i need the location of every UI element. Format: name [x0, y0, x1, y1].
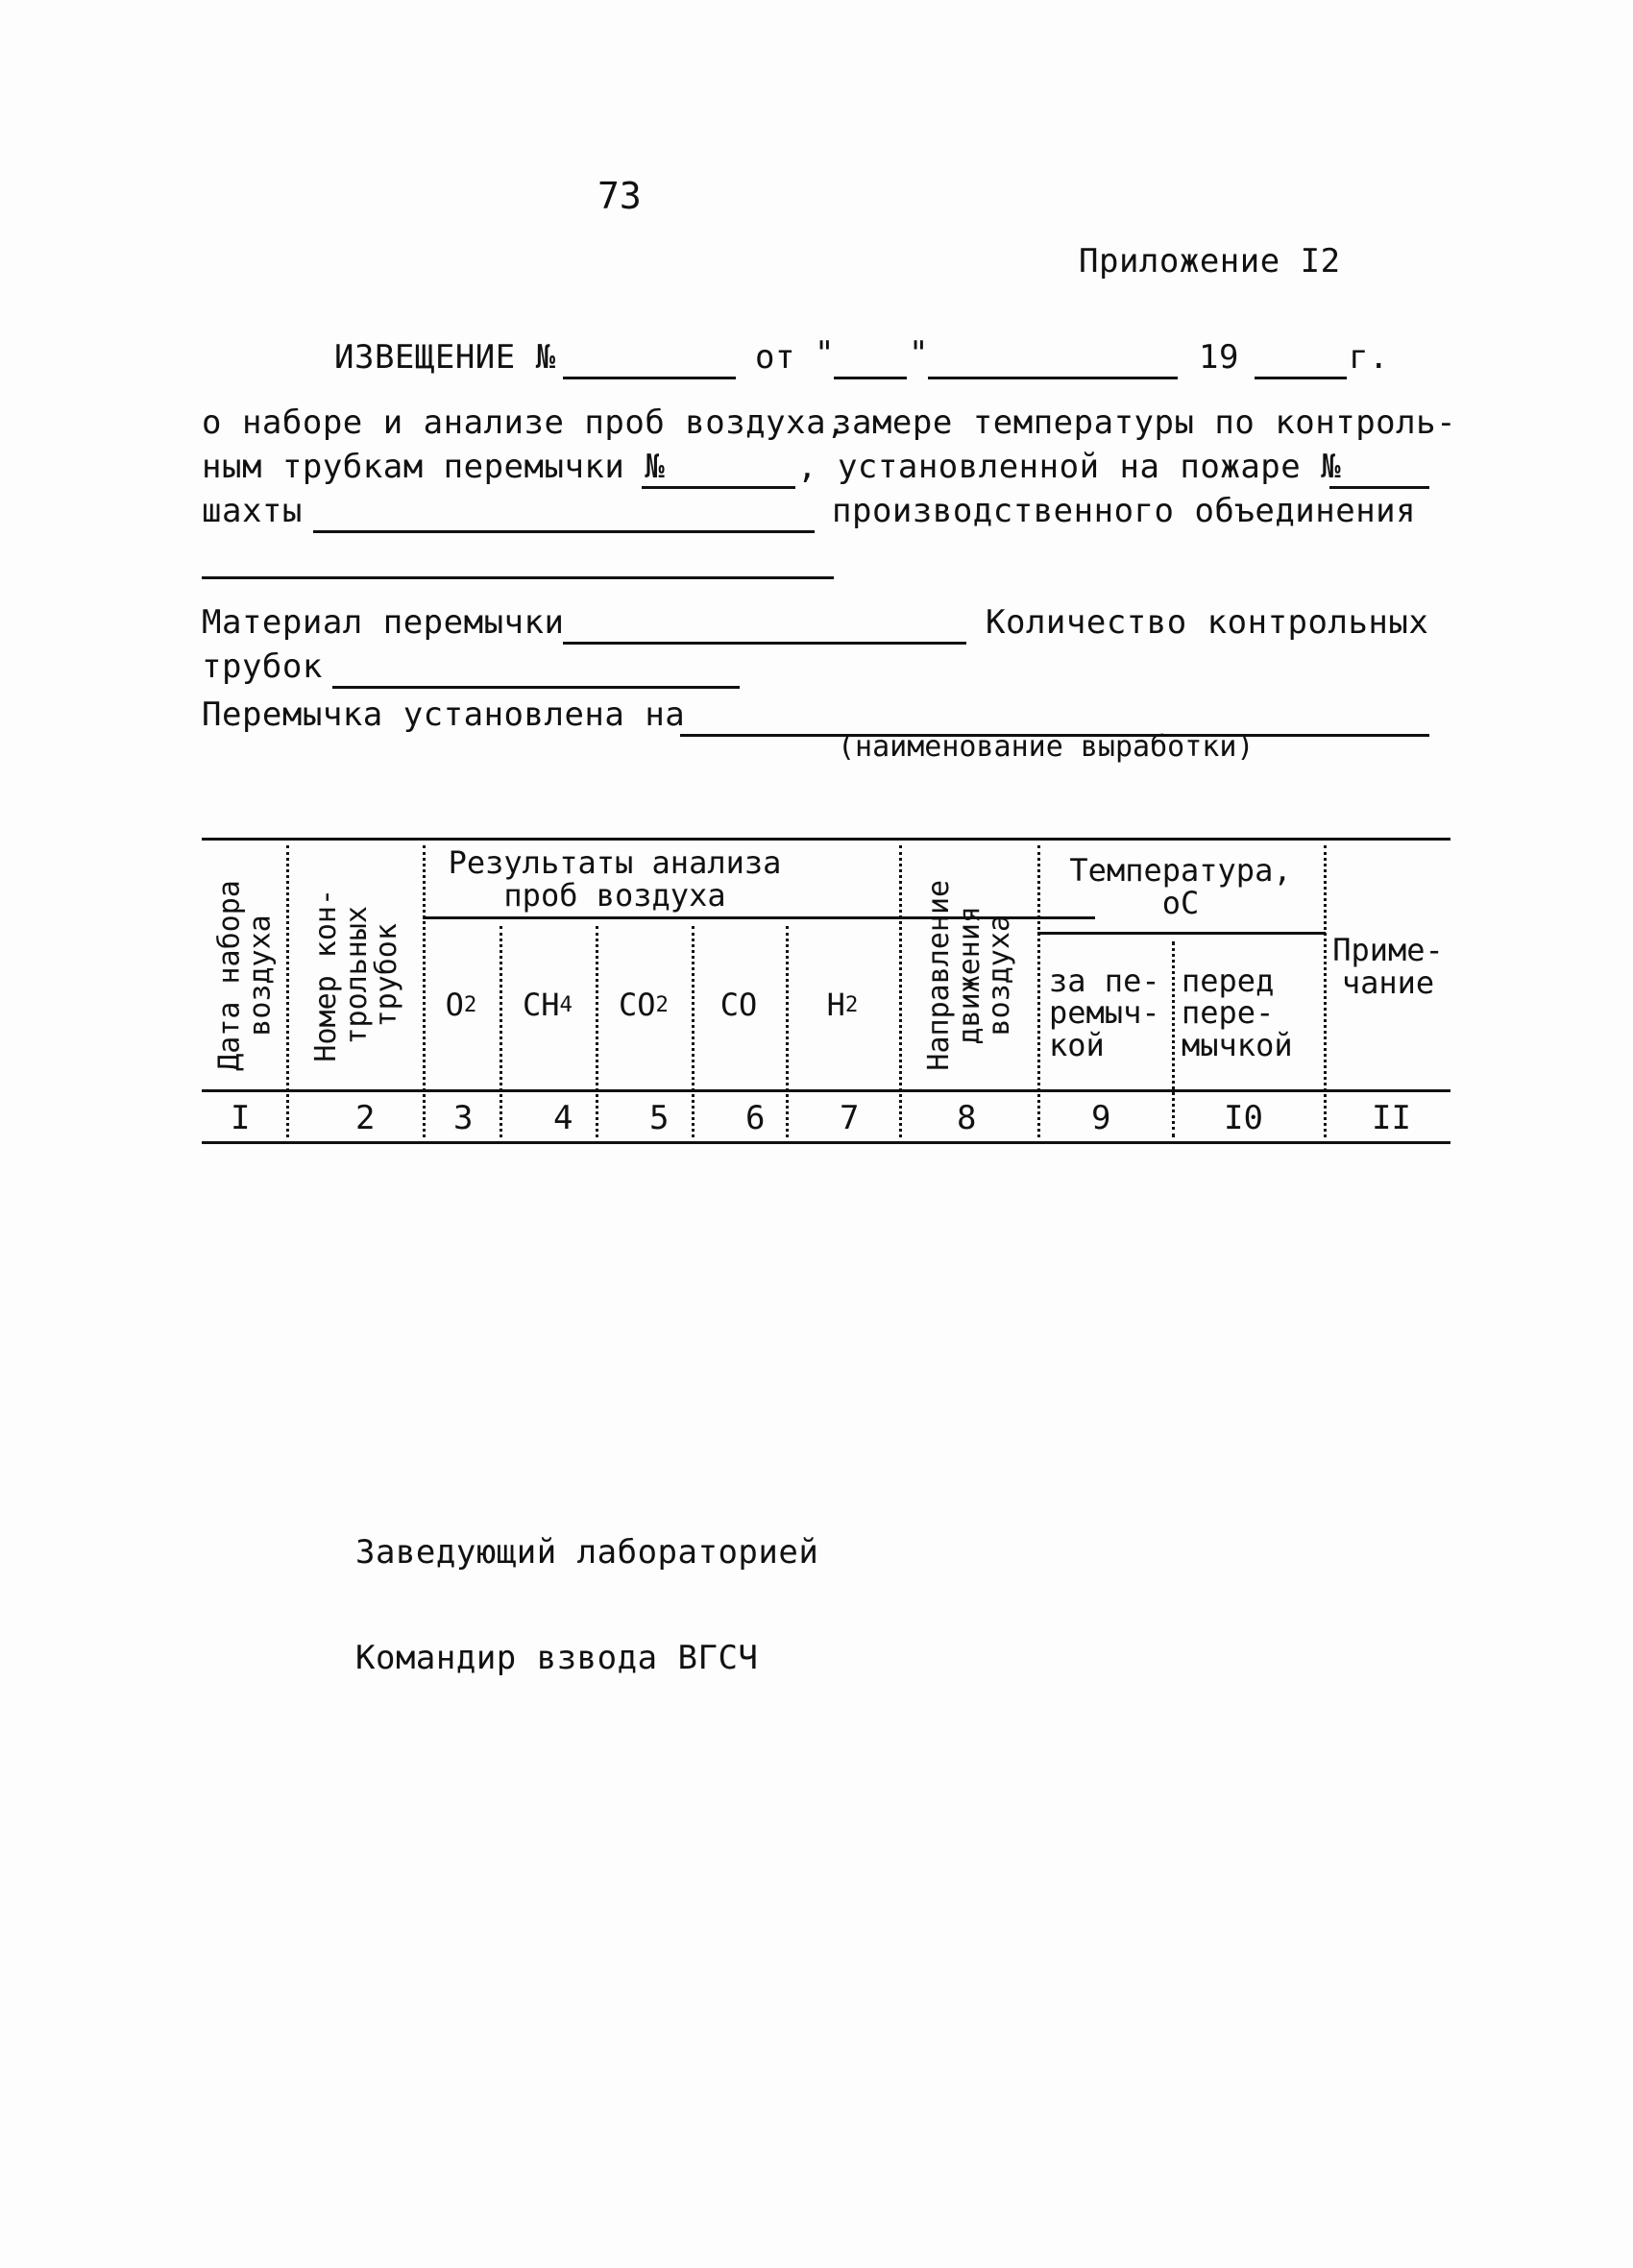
- bulkhead-number-field[interactable]: [642, 486, 795, 489]
- month-field[interactable]: [928, 377, 1178, 379]
- tube-count-label: Количество контрольных: [986, 603, 1429, 642]
- header-direction-line2: движения: [952, 906, 987, 1045]
- appendix-label: Приложение I2: [1079, 242, 1341, 280]
- material-field[interactable]: [563, 642, 966, 645]
- header-co: [694, 943, 784, 1068]
- header-co2: [597, 943, 690, 1068]
- column-number: 4: [553, 1099, 573, 1137]
- samples-table: [202, 838, 1450, 1147]
- header-o2: [425, 943, 498, 1068]
- working-caption: (наименование выработки): [838, 730, 1255, 764]
- body-line2-left: ным трубкам перемычки №: [202, 448, 666, 486]
- mine-label: шахты: [202, 492, 303, 530]
- header-behind-line1: за пе-: [1049, 962, 1160, 999]
- o2-symbol: O: [445, 987, 464, 1024]
- column-number: 5: [649, 1099, 670, 1137]
- header-tube-line3: трубок: [369, 923, 403, 1028]
- header-front-bulkhead: [1174, 941, 1324, 1085]
- column-number: 6: [745, 1099, 766, 1137]
- notice-from-label: от: [755, 338, 795, 377]
- column-number: 3: [453, 1099, 474, 1137]
- body-line2-right: , установленной на пожаре №: [797, 448, 1342, 486]
- header-behind-line3: кой: [1049, 1026, 1105, 1063]
- header-front-line2: пере-: [1182, 994, 1275, 1032]
- page-number: 73: [597, 175, 642, 217]
- header-front-line3: мычкой: [1182, 1026, 1293, 1063]
- o2-subscript: 2: [463, 992, 477, 1018]
- column-number: 7: [840, 1099, 860, 1137]
- mine-field[interactable]: [313, 530, 815, 533]
- day-field[interactable]: [834, 377, 907, 379]
- year-suffix: г.: [1349, 338, 1389, 377]
- tubes-label: трубок: [202, 647, 323, 686]
- table-bottom-rule: [202, 1141, 1450, 1144]
- header-behind-bulkhead: [1039, 941, 1170, 1085]
- header-date-line1: Дата набора: [212, 880, 247, 1071]
- header-date: [212, 856, 277, 1096]
- header-temperature: [1037, 843, 1324, 932]
- header-direction-line3: воздуха: [982, 915, 1016, 1036]
- column-number: 8: [957, 1099, 977, 1137]
- header-tube-number: [308, 855, 403, 1095]
- ch4-symbol: CH: [522, 987, 560, 1024]
- h2-subscript: 2: [844, 992, 859, 1018]
- column-number: 2: [355, 1099, 376, 1137]
- column-number: II: [1372, 1099, 1411, 1137]
- notice-title: ИЗВЕЩЕНИЕ №: [334, 338, 556, 377]
- header-front-line1: перед: [1182, 962, 1275, 999]
- association-label: производственного объединения: [832, 492, 1417, 530]
- body-line1-right: замере температуры по контроль-: [832, 403, 1457, 442]
- h2-symbol: H: [826, 987, 845, 1024]
- column-number: I: [231, 1099, 251, 1137]
- header-analysis: [423, 843, 807, 916]
- header-temperature-unit: oC: [1161, 885, 1200, 921]
- association-name-field[interactable]: [202, 576, 834, 579]
- header-tube-line2: трольных: [339, 906, 374, 1045]
- header-date-line2: воздуха: [243, 915, 277, 1036]
- col-sep-1: [286, 845, 289, 1137]
- header-direction-line1: Направление: [921, 879, 956, 1071]
- header-h2: [788, 943, 897, 1068]
- temperature-subrule: [1037, 932, 1326, 935]
- header-direction: [921, 855, 1016, 1095]
- header-analysis-line1: Результаты анализа: [448, 844, 782, 882]
- column-number: I0: [1224, 1099, 1263, 1137]
- header-ch4: [501, 943, 594, 1068]
- co-symbol: CO: [719, 987, 758, 1024]
- header-note-line2: чание: [1341, 964, 1435, 1001]
- tube-count-field[interactable]: [332, 686, 740, 689]
- close-quote: ": [909, 334, 929, 373]
- year-field[interactable]: [1255, 377, 1347, 379]
- co2-symbol: CO: [618, 987, 656, 1024]
- col-sep-7: [899, 845, 902, 1137]
- header-temperature-line1: Температура,: [1069, 852, 1292, 890]
- material-label: Материал перемычки: [202, 603, 565, 642]
- ch4-subscript: 4: [559, 992, 573, 1018]
- open-quote: ": [815, 334, 835, 373]
- year-prefix: 19: [1199, 338, 1239, 377]
- co2-subscript: 2: [655, 992, 669, 1018]
- body-line1-left: о наборе и анализе проб воздуха,: [202, 403, 847, 442]
- header-tube-line1: Номер кон-: [308, 888, 343, 1062]
- fire-number-field[interactable]: [1329, 486, 1429, 489]
- column-number: 9: [1091, 1099, 1111, 1137]
- notice-number-field[interactable]: [563, 377, 736, 379]
- header-behind-line2: ремыч-: [1049, 994, 1160, 1032]
- table-top-rule: [202, 838, 1450, 841]
- header-note: [1326, 895, 1450, 1039]
- header-note-line1: Приме-: [1332, 932, 1444, 969]
- commander-signature: Командир взвода ВГСЧ: [355, 1639, 759, 1677]
- installed-label: Перемычка установлена на: [202, 695, 686, 734]
- header-analysis-line2: проб воздуха: [503, 877, 726, 914]
- lab-head-signature: Заведующий лабораторией: [355, 1533, 819, 1572]
